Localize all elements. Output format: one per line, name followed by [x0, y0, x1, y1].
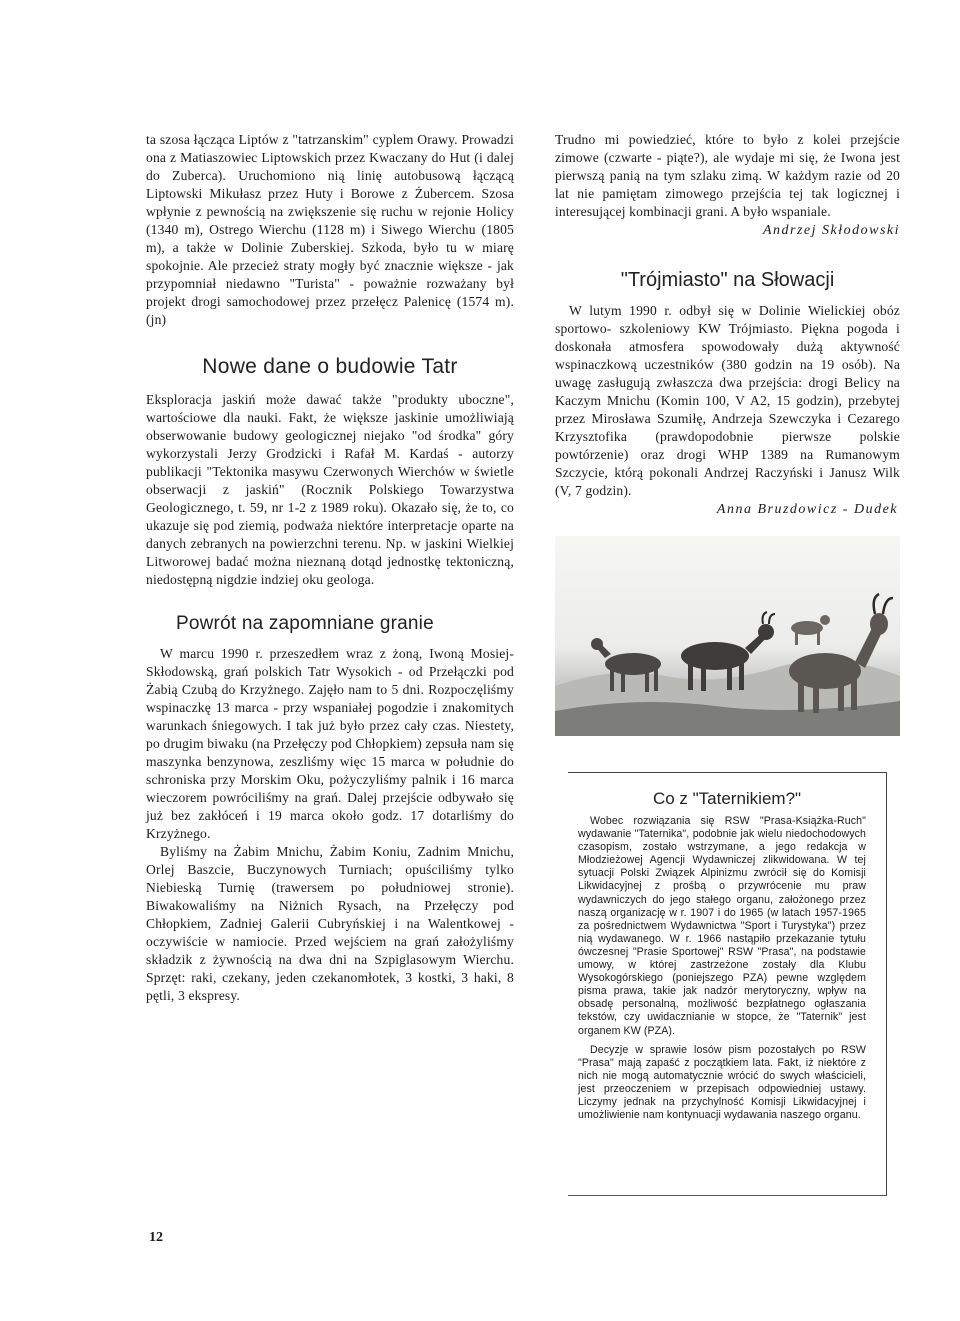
box-paragraph-1: Wobec rozwiązania się RSW "Prasa-Książka-Ruch" wydawanie "Taternika", podobnie jak wielu niedochodowych czasopism, zostało wstrzymane, a jego redakcja w Młodzieżowej Agencji Wydawniczej zlikwidowana. W tej sytuacji Polski Związek Alpinizmu zwrócił się do Komisji Likwidacyjnej z prośbą o przywrócenie mu praw wydawniczych do jego stałego organu, założonego przez naszą organizację w r. 1907 i do 1965 (w latach 1957-1965 za pośrednictwem Wydawnictwa "Sport i Turystyka") przez nią wydawanego. W r. 1966 nastąpiło przekazanie tytułu ówczesnej "Prasie Sportowej" RSW "Prasa", na podstawie umowy, w której zastrzeżone zostały dla Klubu Wysokogórskiego (poniejszego PZA) pewne względem pisma prawa, takie jak nadzór merytoryczny, wpływ na obsadę personalną, możliwość bezpłatnego ogłaszania tekstów, czy uwidacznianie w stopce, że "Taternik" jest organem KW (PZA).: [578, 815, 866, 1037]
powrot-heading: Powrót na zapomniane granie: [176, 613, 434, 634]
chamois-photo: [555, 536, 900, 736]
page-number: 12: [149, 1230, 163, 1245]
box-heading: Co z "Taternikiem?": [652, 789, 802, 808]
powrot-author: Andrzej Skłodowski: [762, 223, 900, 238]
intro-paragraph: ta szosa łącząca Liptów z "tatrzanskim" cyplem Orawy. Prowadzi ona z Matiaszowiec Liptowskich przez Kwaczany do Hut (i dalej do Zuberca). Uruchomiono nią linię autobusową łączącą Liptowski Mikułasz przez Huty i Borowe z Żubercem. Szosa wpłynie z pewnością na zwiększenie się ruchu w rejonie Holicy (1340 m), Ostrego Wierchu (1128 m) i Siwego Wierchu (1805 m), a także w Dolinie Zuberskiej. Szkoda, było tu w miarę spokojnie. Ale przecież straty mogły być znacznie większe - jak przypomniał niedawno "Turista" - poważnie rozważany był projekt drogi samochodowej przez przełęcz Palenicę (1574 m). (jn): [146, 132, 514, 327]
nowe-dane-text: Eksploracja jaskiń może dawać także "produkty uboczne", wartościowe dla nauki. Fakt, że większe jaskinie umożliwiają obserwowanie budowy geologicznej niejako "od środka" góry wykorzystali Jerzy Grodzicki i Rafał M. Kardaś - autorzy publikacji "Tektonika masywu Czerwonych Wierchów w świetle obserwacji z jaskiń" (Rocznik Polskiego Towarzystwa Geologicznego, t. 59, nr 1-2 z 1989 roku). Okazało się, że to, co ukazuje się pod ziemią, podważa niektóre interpretacje oparte na danych zebranych na powierzchni terenu. Np. w jaskini Wielkiej Litworowej badać można nieznaną dotąd jednostkę tektoniczną, niedostępną nigdzie indziej oku geologa.: [146, 392, 514, 587]
powrot-continuation: Trudno mi powiedzieć, które to było z kolei przejście zimowe (czwarte - piąte?), ale wydaje mi się, że Iwona jest pierwszą panią na tym szlaku zimą. W każdym razie od 20 lat nie pamiętam zimowego przejścia tej tak logicznej i interesującej kombinacji grani. A było wspaniale.: [555, 132, 900, 219]
chamois-illustration: [555, 536, 900, 736]
trojmiasto-text: W lutym 1990 r. odbył się w Dolinie Wielickiej obóz sportowo- szkoleniowy KW Trójmiasto. Piękna pogoda i doskonała atmosfera spowodowały dużą aktywność wspinaczkową uczestników (380 godzin na 19 osób). Na uwagę zasługują zwłaszcza dwa przejścia: drogi Belicy na Kaczym Mnichu (Komin 100, V A2, 15 godzin), przebytej przez Mirosława Szumiłę, Andrzeja Szewczyka i Cezarego Krzysztofika (prawdopodobnie pierwsze polskie powtórzenie) oraz drogi WHP 1389 na Rumanowym Szczycie, którą pokonali Andrzej Raczyński i Janusz Wilk (V, 7 godzin).: [555, 303, 900, 498]
powrot-paragraph-2: Byliśmy na Żabim Mnichu, Żabim Koniu, Zadnim Mnichu, Orlej Baszcie, Buczynowych Turniach; opuściliśmy tylko Niebieską Turnię (trawersem po południowej stronie). Biwakowaliśmy na Niżnich Rysach, na Przełęczy pod Chłopkiem, Zadniej Galerii Cubryńskiej i na Walentkowej - oczywiście w namiocie. Przed wejściem na grań założyliśmy składzik z żywnością na dwa dni na Szpiglasowym Wierchu. Sprzęt: raki, czekany, jeden czekanomłotek, 3 kostki, 3 haki, 8 pętli, 3 ekspresy.: [146, 844, 514, 1003]
nowe-dane-heading: Nowe dane o budowie Tatr: [202, 355, 458, 378]
box-paragraph-2: Decyzje w sprawie losów pism pozostałych po RSW "Prasa" mają zapaść z początkiem lata. Fakt, iż niektóre z nich nie mogą automatycznie wrócić do swych właścicieli, jest przeoczeniem w przepisach odpowiedniej ustawy. Liczymy jednak na przychylność Komisji Likwidacyjnej i umożliwienie nam kontynuacji wydawania naszego organu.: [578, 1043, 866, 1122]
trojmiasto-heading: "Trójmiasto" na Słowacji: [620, 269, 835, 291]
taternik-notice-box: [568, 772, 887, 1196]
right-column: [555, 131, 900, 736]
trojmiasto-author: Anna Bruzdowicz - Dudek: [716, 502, 898, 517]
left-column: [146, 131, 514, 1005]
powrot-paragraph-1: W marcu 1990 r. przeszedłem wraz z żoną, Iwoną Mosiej-Skłodowską, grań polskich Tatr Wysokich - od Przełączki pod Żabią Czubą do Krzyżnego. Zajęło nam to 5 dni. Rozpoczęliśmy wspinaczkę 13 marca - przy wspaniałej pogodzie i znakomitych warunkach śniegowych. I tak już było przez cały czas. Niestety, po drugim biwaku (na Przełęczy pod Chłopkiem) zepsuła nam się maszynka benzynowa, zeszliśmy więc 15 marca w południe do schroniska przy Morskim Oku, pożyczyliśmy palnik i 16 marca wieczorem powróciliśmy na grań. Dalej przejście odbywało się już bez zakłóceń i 19 marca około godz. 17 dotarliśmy do Krzyżnego.: [146, 646, 514, 841]
